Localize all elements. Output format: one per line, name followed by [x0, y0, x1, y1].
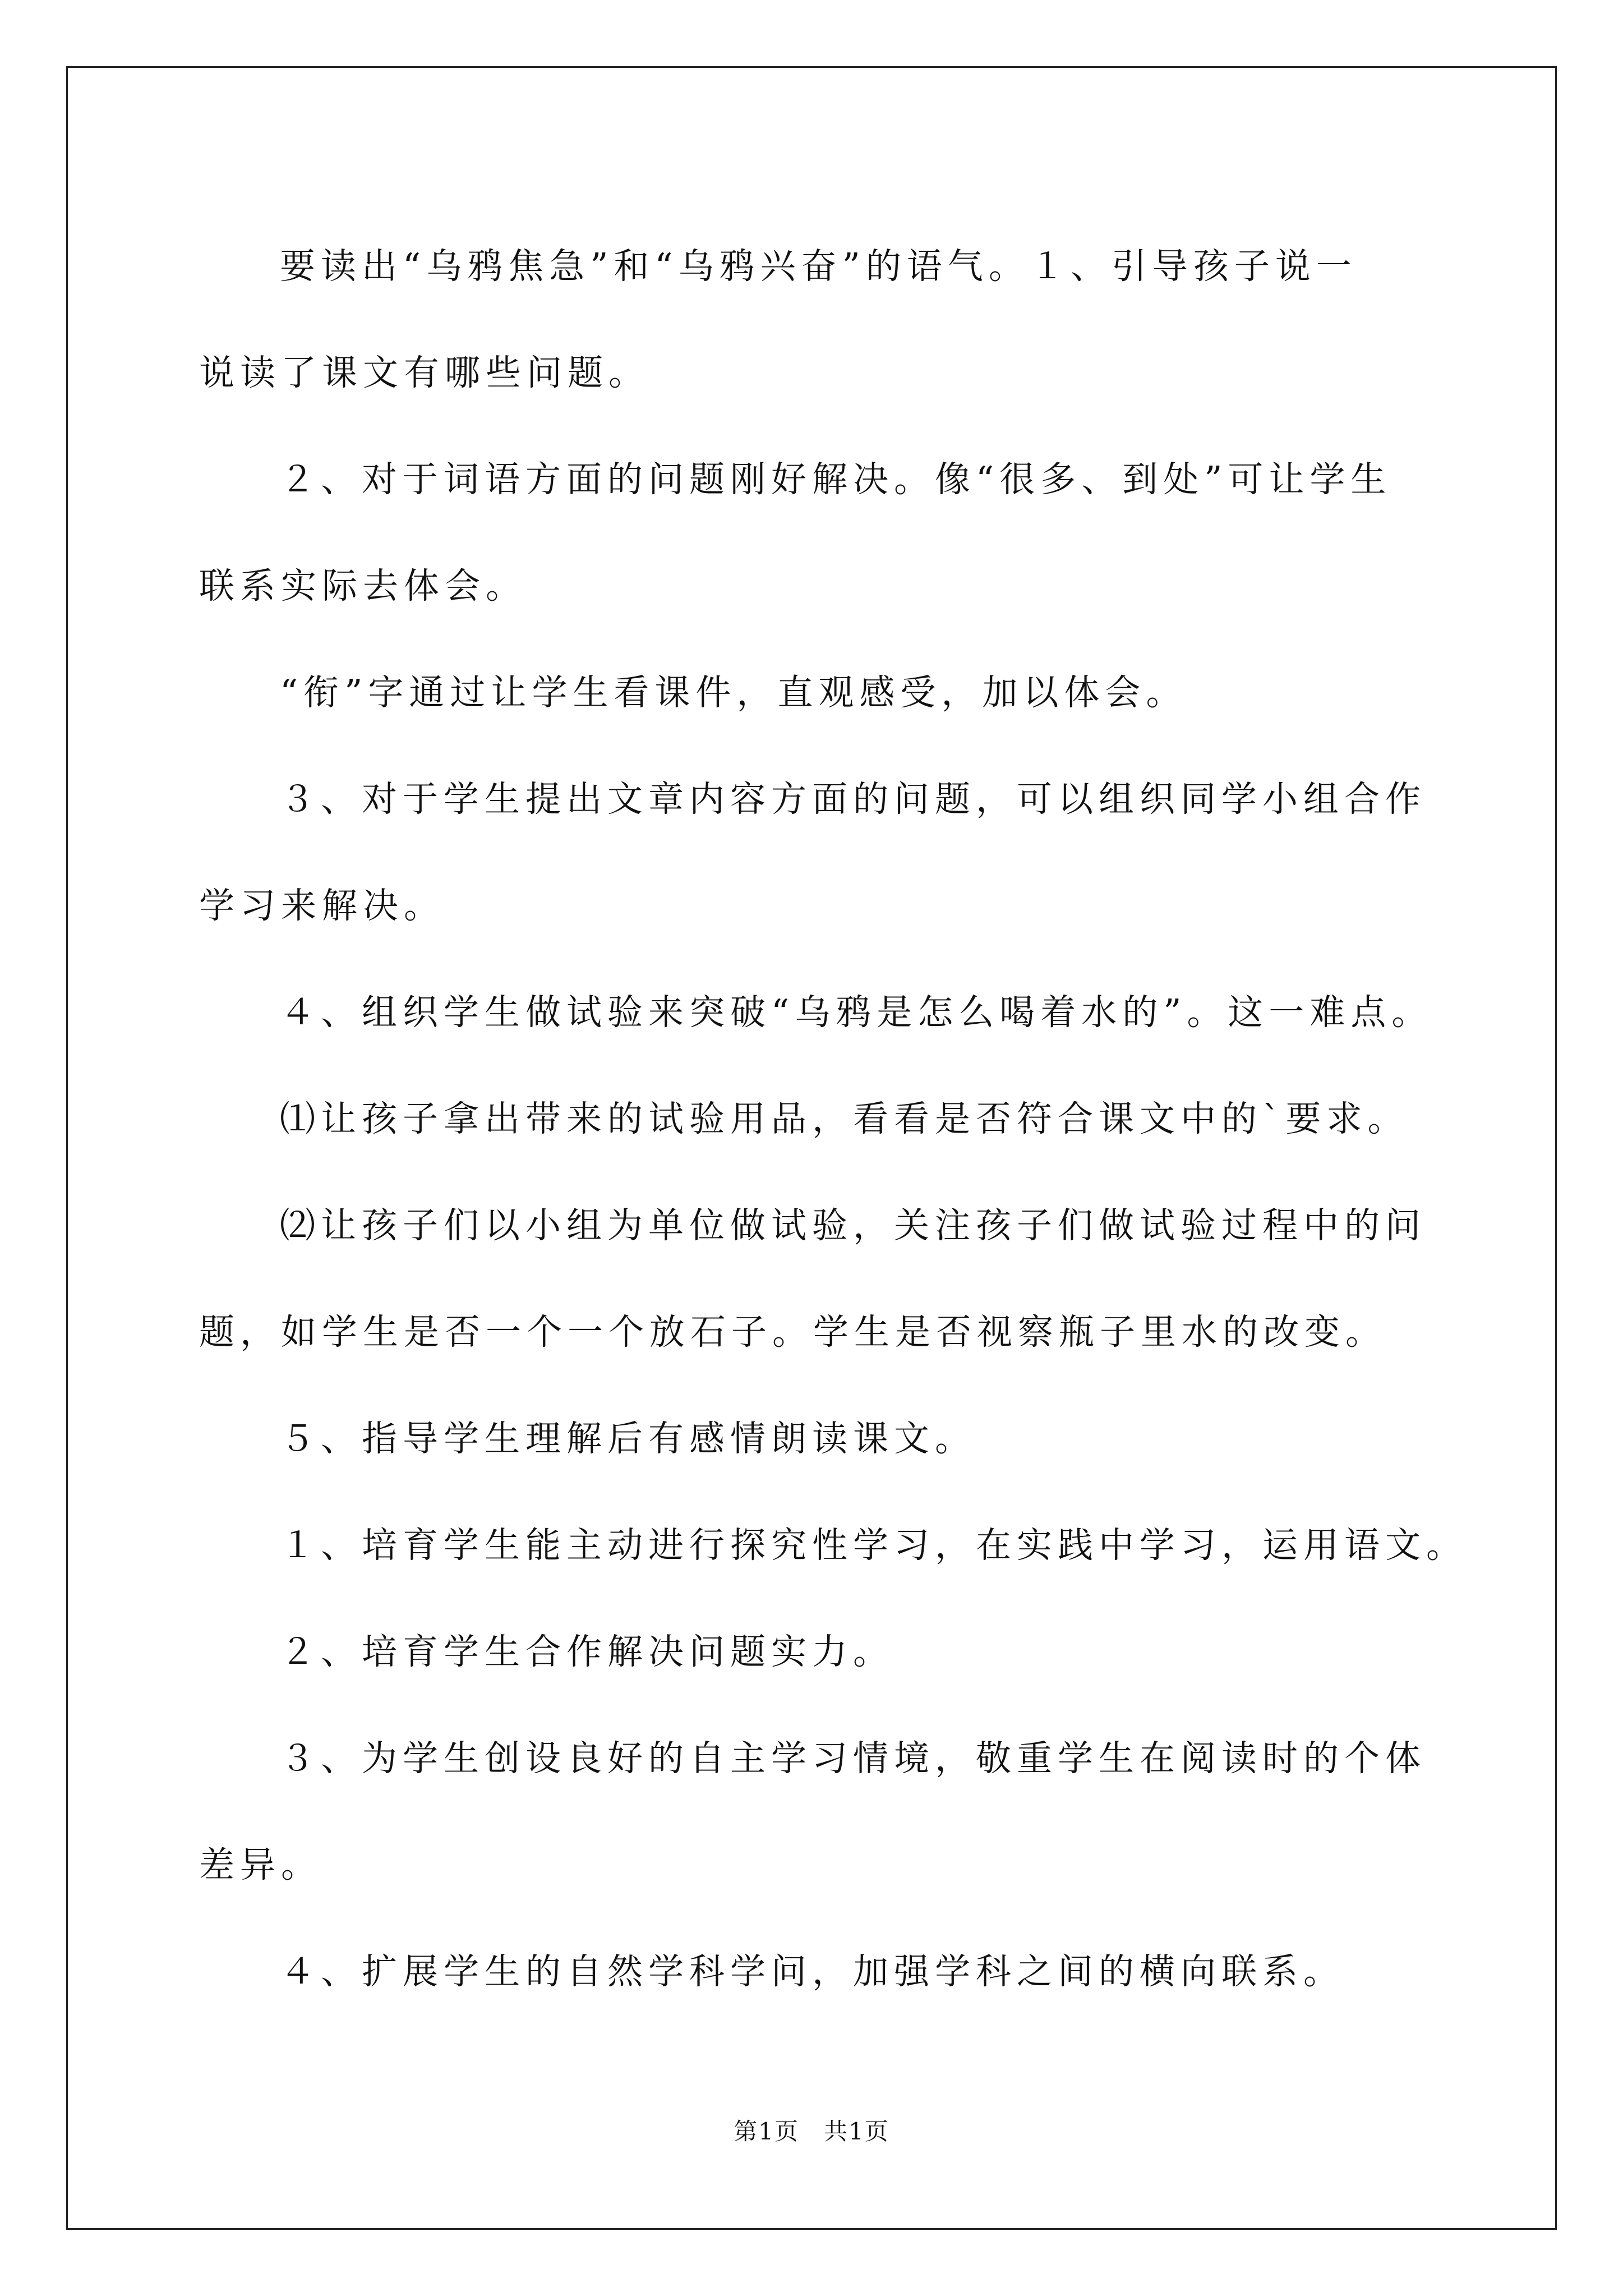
paragraph: [199, 1386, 1427, 1492]
text-line-continuation: 差异。: [199, 1844, 322, 1885]
text-line-continuation: 学习来解决。: [199, 885, 445, 926]
paragraph: [199, 1599, 1427, 1705]
paragraph: [199, 959, 1433, 1066]
paragraph: [199, 746, 1427, 959]
paragraph: [199, 213, 1427, 426]
text-line: ⑴让孩子拿出带来的试验用品，看看是否符合课文中的`要求。: [280, 1098, 1409, 1139]
paragraph: [199, 1172, 1427, 1386]
paragraph: [199, 1705, 1427, 1918]
paragraph: [199, 1066, 1427, 1172]
paragraph: [199, 1918, 1427, 2025]
page-number-label: 第1页 共1页: [734, 2118, 889, 2145]
document-body: [199, 213, 1467, 2025]
text-line: ３、为学生创设良好的自主学习情境，敬重学生在阅读时的个体: [280, 1738, 1426, 1779]
text-line: １、培育学生能主动进行探究性学习，在实践中学习，运用语文。: [280, 1525, 1467, 1566]
text-line: “衔”字通过让学生看课件，直观感受，加以体会。: [280, 672, 1187, 713]
text-line-continuation: 题，如学生是否一个一个放石子。学生是否视察瓶子里水的改变。: [199, 1312, 1386, 1352]
text-line: ５、指导学生理解后有感情朗读课文。: [280, 1418, 976, 1459]
text-line: ３、对于学生提出文章内容方面的问题，可以组织同学小组合作: [280, 779, 1426, 820]
text-line-continuation: 说读了课文有哪些问题。: [199, 352, 649, 393]
text-line: 要读出“乌鸦焦急”和“乌鸦兴奋”的语气。１、引导孩子说一: [280, 246, 1357, 287]
text-line: ４、组织学生做试验来突破“乌鸦是怎么喝着水的”。这一难点。: [280, 992, 1433, 1033]
paragraph: [199, 639, 1427, 746]
text-line: ２、培育学生合作解决问题实力。: [280, 1631, 894, 1672]
text-line-continuation: 联系实际去体会。: [199, 565, 527, 606]
text-line: ２、对于词语方面的问题刚好解决。像“很多、到处”可让学生: [280, 459, 1392, 500]
paragraph: [199, 426, 1427, 639]
page-footer: [0, 2115, 1623, 2148]
paragraph: [199, 1492, 1467, 1599]
text-line: ４、扩展学生的自然学科学问，加强学科之间的横向联系。: [280, 1951, 1344, 1992]
text-line: ⑵让孩子们以小组为单位做试验，关注孩子们做试验过程中的问: [280, 1205, 1426, 1246]
